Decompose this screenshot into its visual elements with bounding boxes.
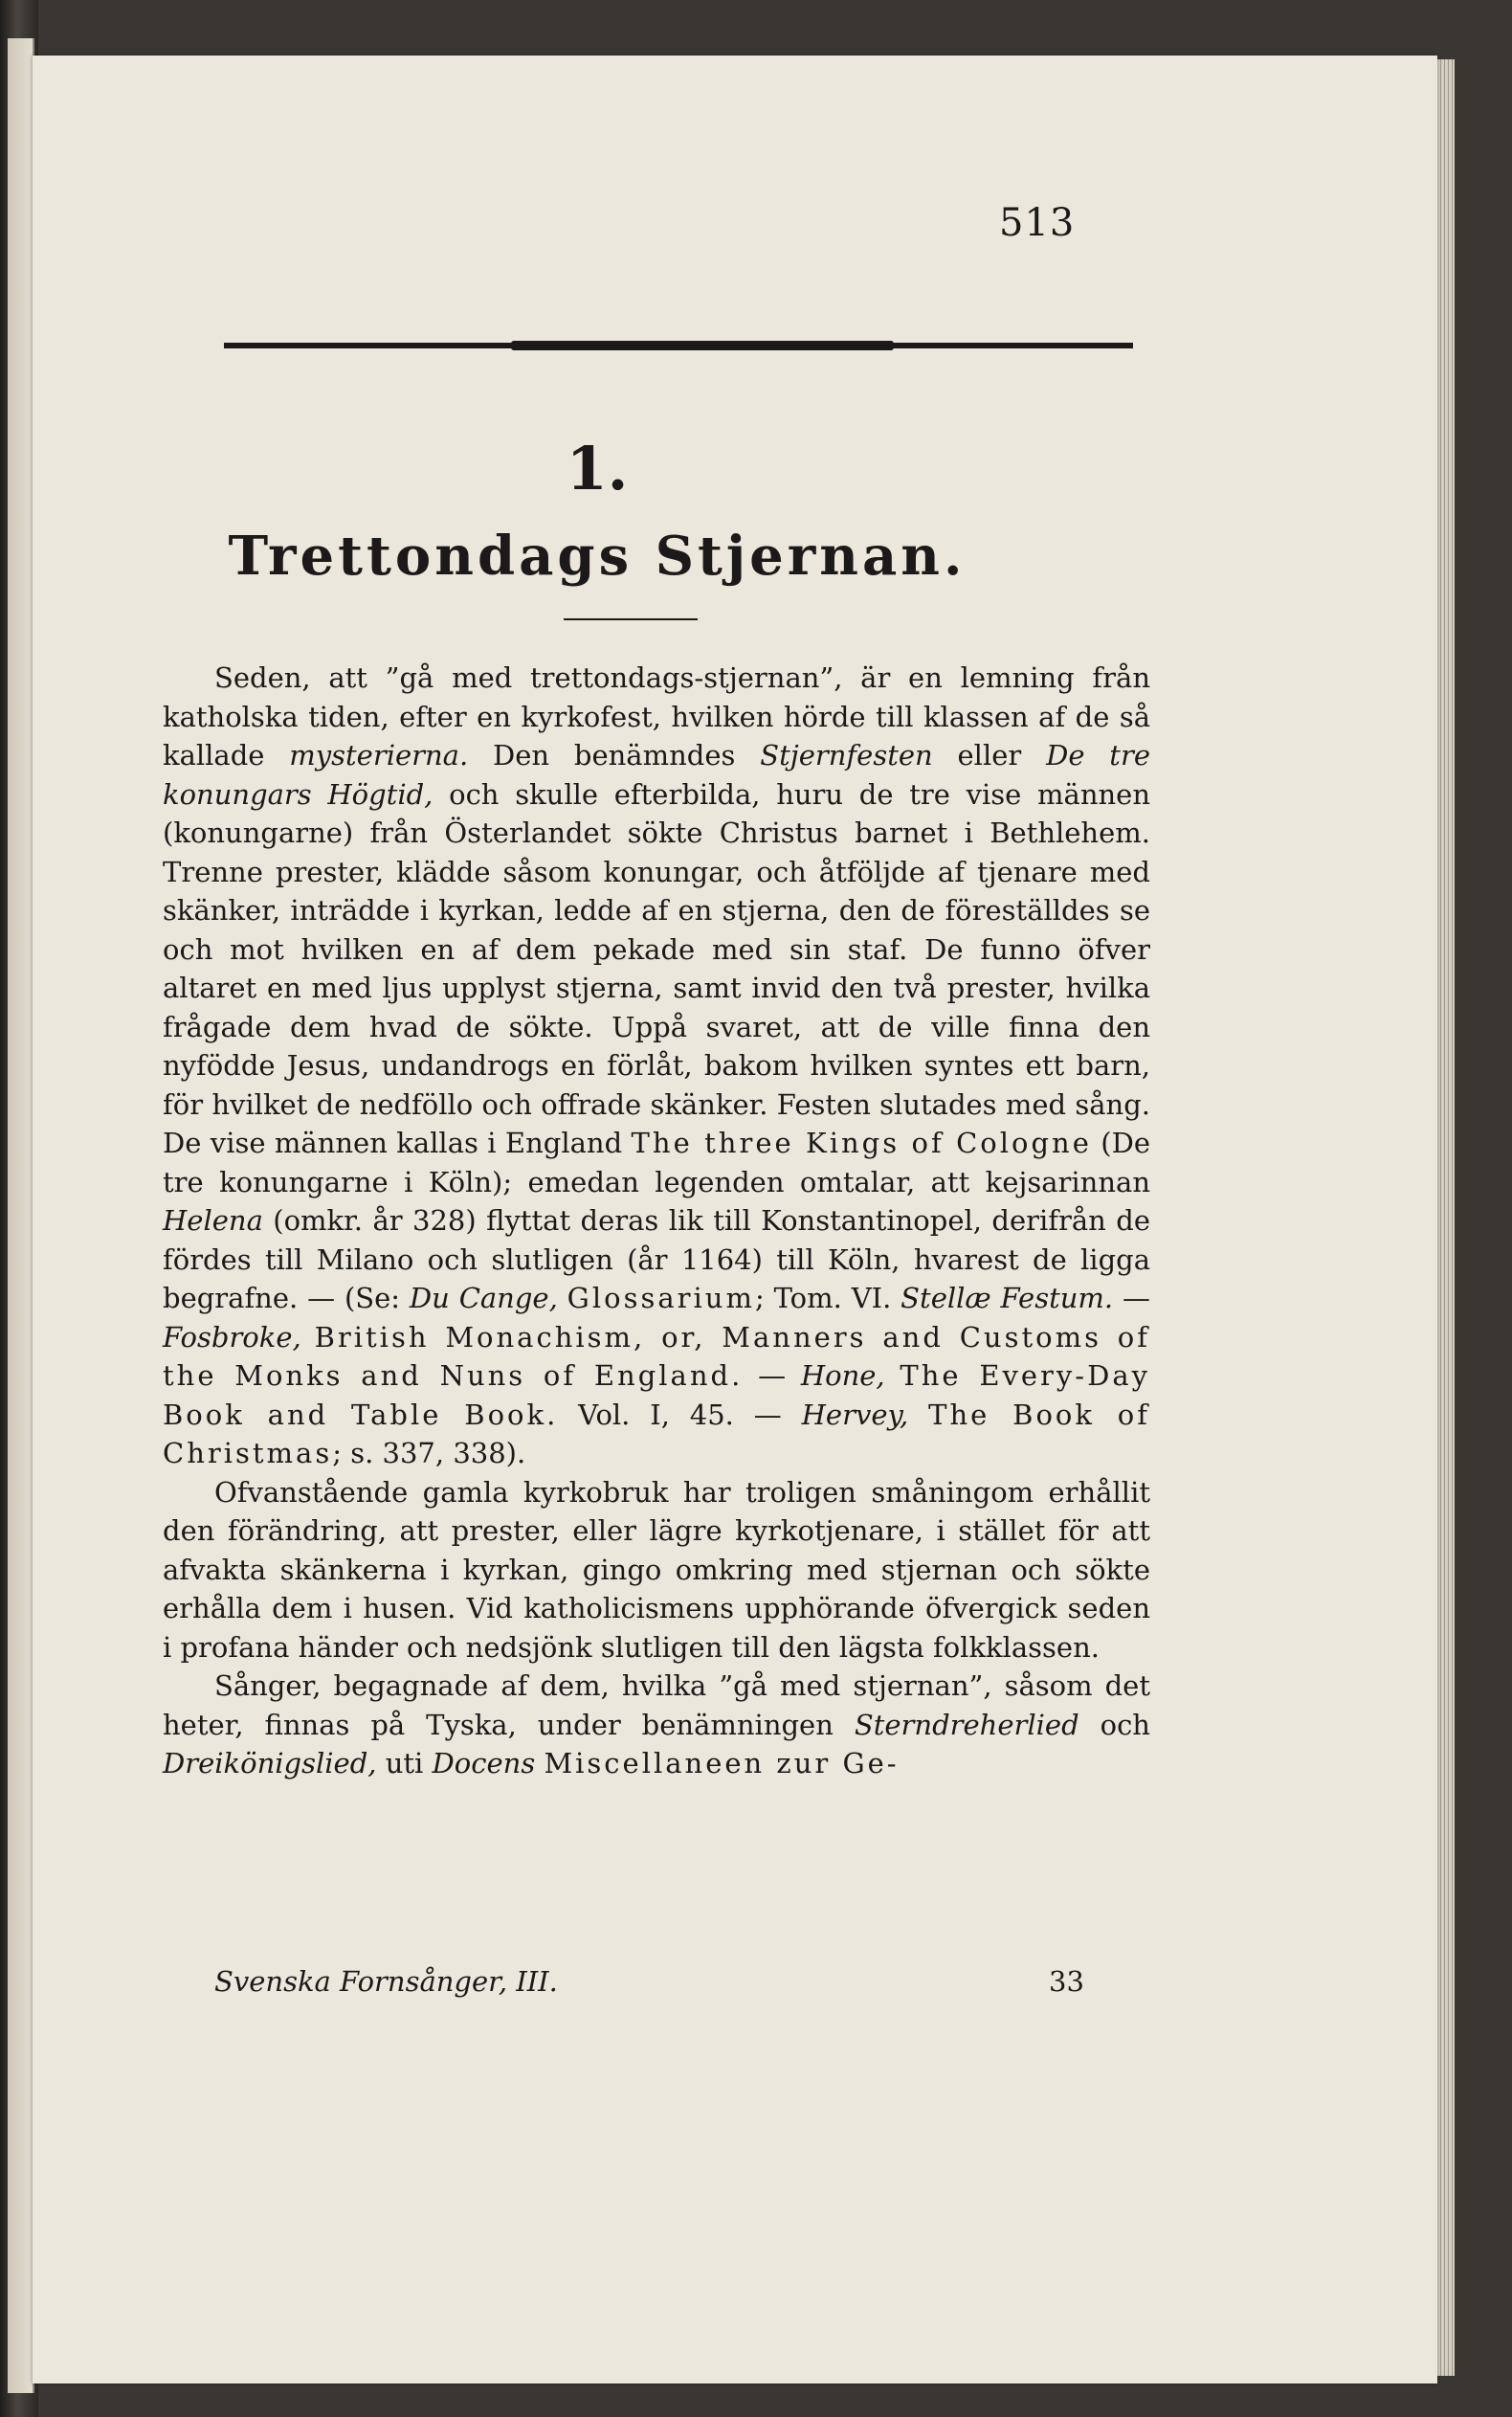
footer-signature: Svenska Fornsånger, III. [214,1965,558,1998]
body-text [163,659,1150,1783]
footer-sheet-number: 33 [1049,1965,1084,1998]
spaced-run: British Monachism, or, Manners and Customs of the Monks and Nuns of England. [163,1320,1150,1392]
text-run: Sånger, begagnade af dem, hvilka ”gå med stjernan”, såsom det heter, finnas på Tyska, under benämningen [163,1669,1150,1741]
italic-run: Du Cange, [409,1282,558,1314]
chapter-title: Trettondags Stjernan. [228,525,967,588]
text-run: ; s. 337, 338). [332,1437,526,1469]
text-run: ; Tom. VI. [754,1282,901,1314]
paragraph [163,659,1150,1473]
italic-run: De tre konungars Högtid, [163,739,1150,811]
text-run [908,1399,928,1431]
text-run: — [1113,1282,1151,1314]
italic-run: Docens [432,1747,536,1779]
italic-run: Dreikönigslied, [163,1747,377,1779]
text-run: Seden, att ”gå med trettondags-stjernan”, är en lemning från katholska tiden, efter en kyrkofest, hvilken hörde till klassen af de så kallade [163,661,1150,772]
text-run: och skulle efterbilda, huru de tre vise männen (konungarne) från Österlandet sökte Christus barnet i Bethlehem. Trenne prester, klädde såsom konungar, och åtföljde af tjenare med skänker, inträdde i kyrkan, ledde af en stjerna, den de föreställdes se och mot hvilken en af dem pekade med sin staf. De funno öfver altaret en med ljus upplyst stjerna, samt invid den två prester, hvilka frågade dem hvad de sökte. Uppå svaret, att de ville finna den nyfödde Jesus, undandrogs en förlåt, bakom hvilken syntes ett barn, för hvilket de nedföllo och offrade skänker. Festen slutades med sång. De vise männen kallas i England [163,777,1151,1159]
italic-run: Fosbroke, [163,1320,301,1354]
paragraph [163,1473,1150,1667]
text-run [301,1321,315,1354]
italic-run: mysterierna. [289,739,469,772]
spaced-run: The Every-Day Book and Table Book. [163,1359,1151,1431]
chapter-number: 1. [566,434,629,504]
title-rule [564,618,698,620]
italic-run: Hervey, [801,1398,909,1431]
italic-run: Stjernfesten [760,739,933,772]
italic-run: Sterndreherlied [854,1708,1079,1741]
italic-run: Stellæ Festum. [901,1282,1114,1314]
previous-page-edge [8,38,34,2393]
book-page [33,56,1437,2383]
paragraph [163,1667,1150,1783]
italic-run: Hone, [800,1359,885,1392]
text-run [885,1359,901,1392]
text-run: Den benämndes [468,739,761,772]
text-run: (omkr. år 328) flyttat deras lik till Konstantinopel, derifrån de fördes till Milano och slutligen (år 1164) till Köln, hvarest de ligga begrafne. — (Se: [163,1204,1150,1314]
text-run: och [1078,1708,1150,1741]
text-run: Vol. I, 45. — [558,1398,802,1431]
text-run: uti [376,1747,433,1779]
italic-run: Helena [163,1204,263,1237]
text-run: (De tre konungarne i Köln); emedan legenden omtalar, att kejsarinnan [163,1127,1150,1198]
page-number: 513 [999,201,1076,245]
header-rule [224,343,1133,348]
text-run: Ofvanstående gamla kyrkobruk har troligen småningom erhållit den förändring, att prester, eller lägre kyrkotjenare, i stället för att afvakta skänkerna i kyrkan, gingo omkring med stjernan och sökte erhålla dem i husen. Vid katholicismens upphörande öfvergick seden i profana händer och nedsjönk slutligen till den lägsta folkklassen. [163,1475,1150,1664]
spaced-run: Glossarium [567,1282,755,1314]
text-run: — [743,1359,801,1392]
spaced-run: The Book of Christmas [163,1398,1150,1469]
text-run [558,1282,567,1314]
spaced-run: Miscellaneen zur Ge- [544,1747,900,1779]
text-run: eller [932,739,1047,772]
spaced-run: The three Kings of Cologne [631,1127,1092,1159]
